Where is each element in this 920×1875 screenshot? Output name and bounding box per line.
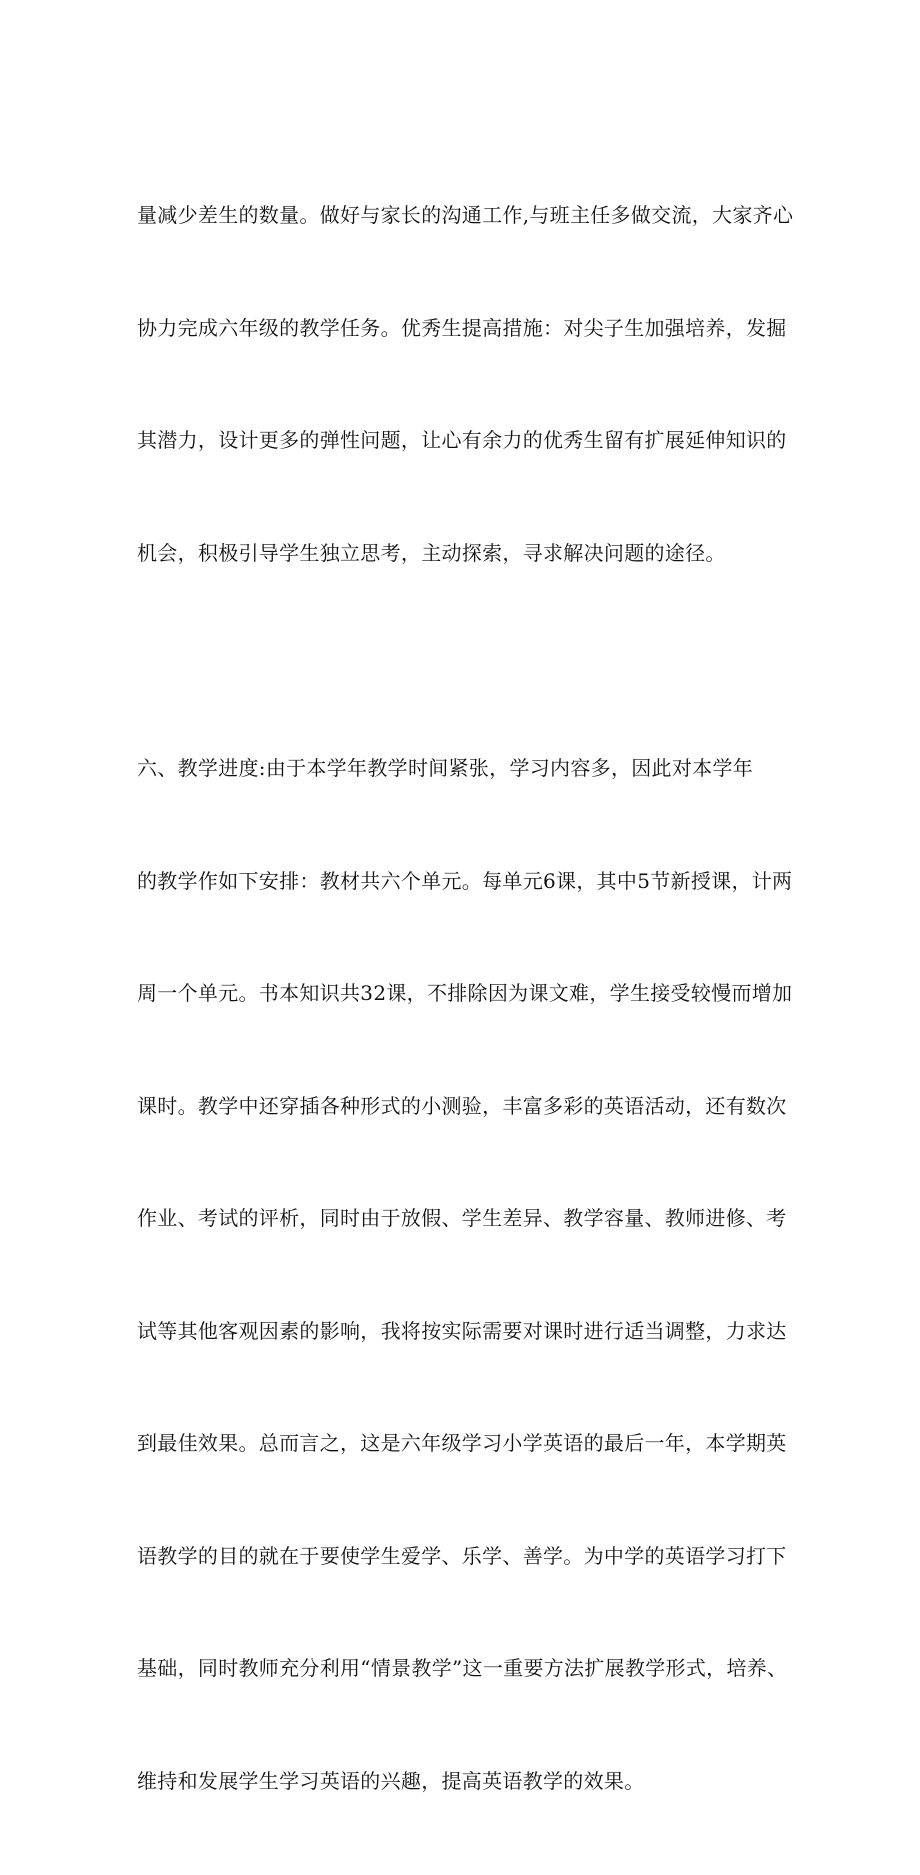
text-line: 课时。教学中还穿插各种形式的小测验，丰富多彩的英语活动，还有数次 xyxy=(137,1093,787,1118)
text-line: 语教学的目的就在于要使学生爱学、乐学、善学。为中学的英语学习打下 xyxy=(137,1543,787,1568)
text-line: 协力完成六年级的教学任务。优秀生提高措施：对尖子生加强培养，发掘 xyxy=(137,315,787,340)
text-line: 六、教学进度:由于本学年教学时间紧张，学习内容多，因此对本学年 xyxy=(137,756,754,780)
text-line: 到最佳效果。总而言之，这是六年级学习小学英语的最后一年，本学期英 xyxy=(137,1431,787,1455)
text-line: 维持和发展学生学习英语的兴趣，提高英语教学的效果。 xyxy=(137,1768,645,1793)
text-line: 基础，同时教师充分利用“情景教学”这一重要方法扩展教学形式，培养、 xyxy=(137,1656,788,1680)
paragraph-teaching-schedule xyxy=(137,675,793,1875)
text-line: 的教学作如下安排：教材共六个单元。每单元6课，其中5节新授课，计两 xyxy=(137,868,793,893)
text-line: 作业、考试的评析，同时由于放假、学生差异、教学容量、教师进修、考 xyxy=(137,1206,787,1230)
text-line: 试等其他客观因素的影响，我将按实际需要对课时进行适当调整，力求达 xyxy=(137,1318,787,1343)
text-line: 量减少差生的数量。做好与家长的沟通工作,与班主任多做交流，大家齐心 xyxy=(137,203,794,227)
text-line: 机会，积极引导学生独立思考，主动探索，寻求解决问题的途径。 xyxy=(137,540,726,565)
text-line: 其潜力，设计更多的弹性问题，让心有余力的优秀生留有扩展延伸知识的 xyxy=(137,428,787,452)
document-body xyxy=(137,122,794,1875)
text-line: 周一个单元。书本知识共32课，不排除因为课文难，学生接受较慢而增加 xyxy=(137,981,793,1005)
paragraph-student-measures xyxy=(137,122,794,647)
